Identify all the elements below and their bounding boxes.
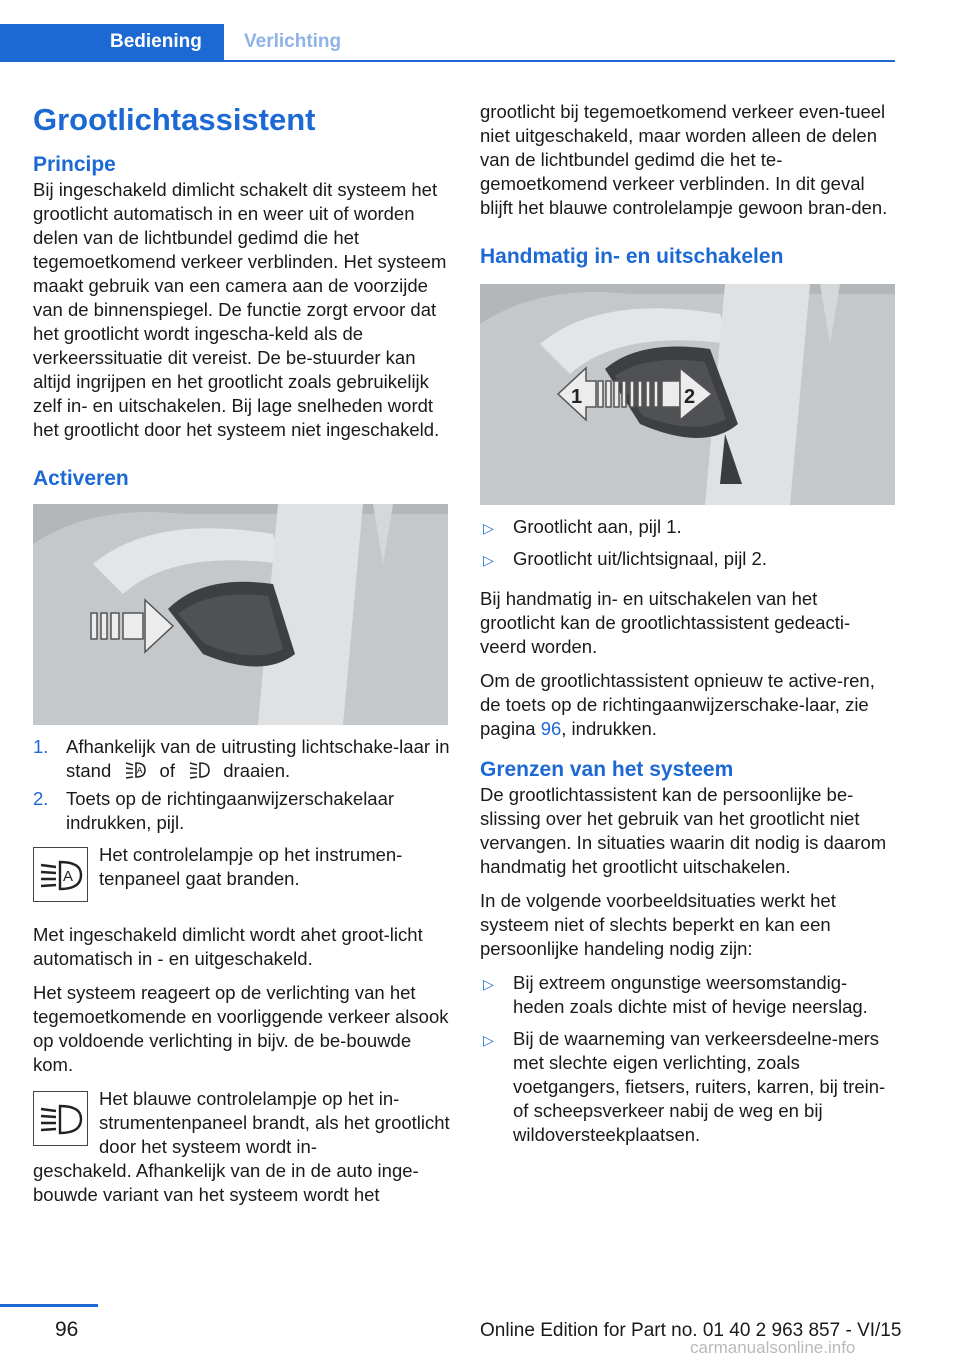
- page-link[interactable]: 96: [540, 718, 562, 739]
- manual-bullets: [480, 515, 896, 571]
- heading-activeren: Activeren: [33, 467, 129, 490]
- step-text-pre: Afhankelijk van de uitrusting lichtschake-laar in stand: [66, 736, 450, 781]
- note-indicator-on: [33, 843, 451, 913]
- tab-verlichting[interactable]: Verlichting: [244, 31, 342, 52]
- footer-rule: [0, 1304, 98, 1307]
- figure-stalk-arrows: [480, 284, 895, 505]
- triangle-bullet-icon: ▷: [483, 976, 494, 992]
- note-text: Het controlelampje op het instrumen-tenpaneel gaat branden.: [99, 844, 403, 889]
- principe-text: Bij ingeschakeld dimlicht schakelt dit systeem het grootlicht automatisch in en weer uit of worden delen van de lichtbundel gedimd die het tegemoetkomend verkeer verblinden. Het systeem maakt gebruik van een camera aan de voorzijde van de binnenspiegel. De functie zorgt ervoor dat het grootlicht wordt ingescha-keld als de verkeerssituatie dit vereist. De be-stuurder kan altijd ingrijpen en het grootlicht zoals gebruikelijk zelf in- en uitschakelen. Bij lage snelheden wordt het grootlicht door het systeem niet ingeschakeld.: [33, 179, 447, 440]
- limit-bullets: [480, 971, 896, 1147]
- para-examples: In de volgende voorbeeldsituaties werkt het systeem niet of slechts beperkt en kan een persoonlijke handeling nodig zijn:: [480, 890, 836, 959]
- list-item: ▷ Grootlicht uit/lichtsignaal, pijl 2.: [480, 547, 896, 571]
- watermark: carmanualsonline.info: [690, 1338, 856, 1357]
- arrow-label-1: 1: [571, 386, 583, 408]
- triangle-bullet-icon: ▷: [483, 520, 494, 536]
- heading-principe: Principe: [33, 153, 116, 176]
- edition-text: Online Edition for Part no. 01 40 2 963 857 - VI/15: [480, 1320, 902, 1341]
- step-2: [33, 787, 451, 835]
- para-reactivate: Om de grootlichtassistent opnieuw te active-ren, de toets op de richtingaanwijzerschake-laar, zie pagina 96, indrukken.: [480, 670, 875, 739]
- step-text-post: draaien.: [223, 760, 291, 781]
- stalk-arrows-illustration: [480, 284, 895, 505]
- high-beam-assist-indicator-icon: [33, 847, 88, 902]
- heading-grenzen: Grenzen van het systeem: [480, 758, 734, 781]
- header-tabs: [0, 0, 960, 62]
- arrow-label-2: 2: [684, 386, 696, 408]
- page-number: 96: [55, 1318, 79, 1341]
- figure-stalk-push: [33, 504, 448, 725]
- auto-lamp-icon: [124, 760, 146, 780]
- note-blue-indicator: [33, 1087, 451, 1159]
- header-rule: [0, 60, 895, 62]
- note-text: Het blauwe controlelampje op het in-strumentenpaneel brandt, als het grootlicht door het systeem wordt in-: [99, 1088, 450, 1157]
- svg-text:A: A: [63, 868, 74, 885]
- para-continued: grootlicht bij tegemoetkomend verkeer even-tueel niet uitgeschakeld, maar worden alleen de delen van de lichtbundel gedimd die het te-gemoetkomend verkeer verblinden. In dit geval blijft het blauwe controlelampje gewoon bran-den.: [480, 101, 888, 218]
- list-item: ▷ Bij extreem ongunstige weersomstandig-heden zoals dichte mist of hevige neerslag.: [483, 972, 868, 1017]
- list-item: ▷ Grootlicht aan, pijl 1.: [480, 515, 896, 539]
- triangle-bullet-icon: ▷: [483, 1032, 494, 1048]
- step-number: 1.: [33, 736, 49, 757]
- para-deactivate: Bij handmatig in- en uitschakelen van het grootlicht kan de grootlichtassistent gedeacti-veerd worden.: [480, 588, 851, 657]
- right-column: [480, 100, 896, 1155]
- left-column: [33, 100, 451, 1207]
- triangle-bullet-icon: ▷: [483, 552, 494, 568]
- high-beam-indicator-icon: [33, 1091, 88, 1146]
- svg-text:A: A: [137, 766, 143, 775]
- grenzen-text: De grootlichtassistent kan de persoonlijke be-slissing over het gebruik van het grootlicht niet vervangen. In situaties waarin dit nodig is daarom handmatig het grootlicht uitschakelen.: [480, 784, 887, 877]
- heading-handmatig: Handmatig in- en uitschakelen: [480, 245, 784, 268]
- step-text: Toets op de richtingaanwijzerschakelaar indrukken, pijl.: [66, 788, 395, 833]
- low-beam-icon: [188, 760, 210, 780]
- stalk-illustration: [33, 504, 448, 725]
- step-number: 2.: [33, 788, 49, 809]
- tab-bediening[interactable]: Bediening: [0, 24, 224, 60]
- note-text-continued: geschakeld. Afhankelijk van de in de auto inge-bouwde variant van het systeem wordt het: [33, 1160, 419, 1205]
- page-title: Grootlichtassistent: [33, 102, 316, 137]
- para-system-reacts: Het systeem reageert op de verlichting van het tegemoetkomende en voorliggende verkeer alsook op voldoende verlichting in bijv. de be-bouwde kom.: [33, 982, 449, 1075]
- step-text-mid: of: [159, 760, 175, 781]
- activation-steps: [33, 735, 451, 835]
- list-item: ▷ Bij de waarneming van verkeersdeelne-mers met slechte eigen verlichting, zoals voetgangers, fietsers, ruiters, karren, bij trein- of scheepsverkeer nabij de weg en bij wildoversteekplaatsen.: [483, 1028, 886, 1145]
- para-auto-switch: Met ingeschakeld dimlicht wordt ahet groot-licht automatisch in - en uitgeschakeld.: [33, 924, 423, 969]
- step-1: [33, 735, 451, 783]
